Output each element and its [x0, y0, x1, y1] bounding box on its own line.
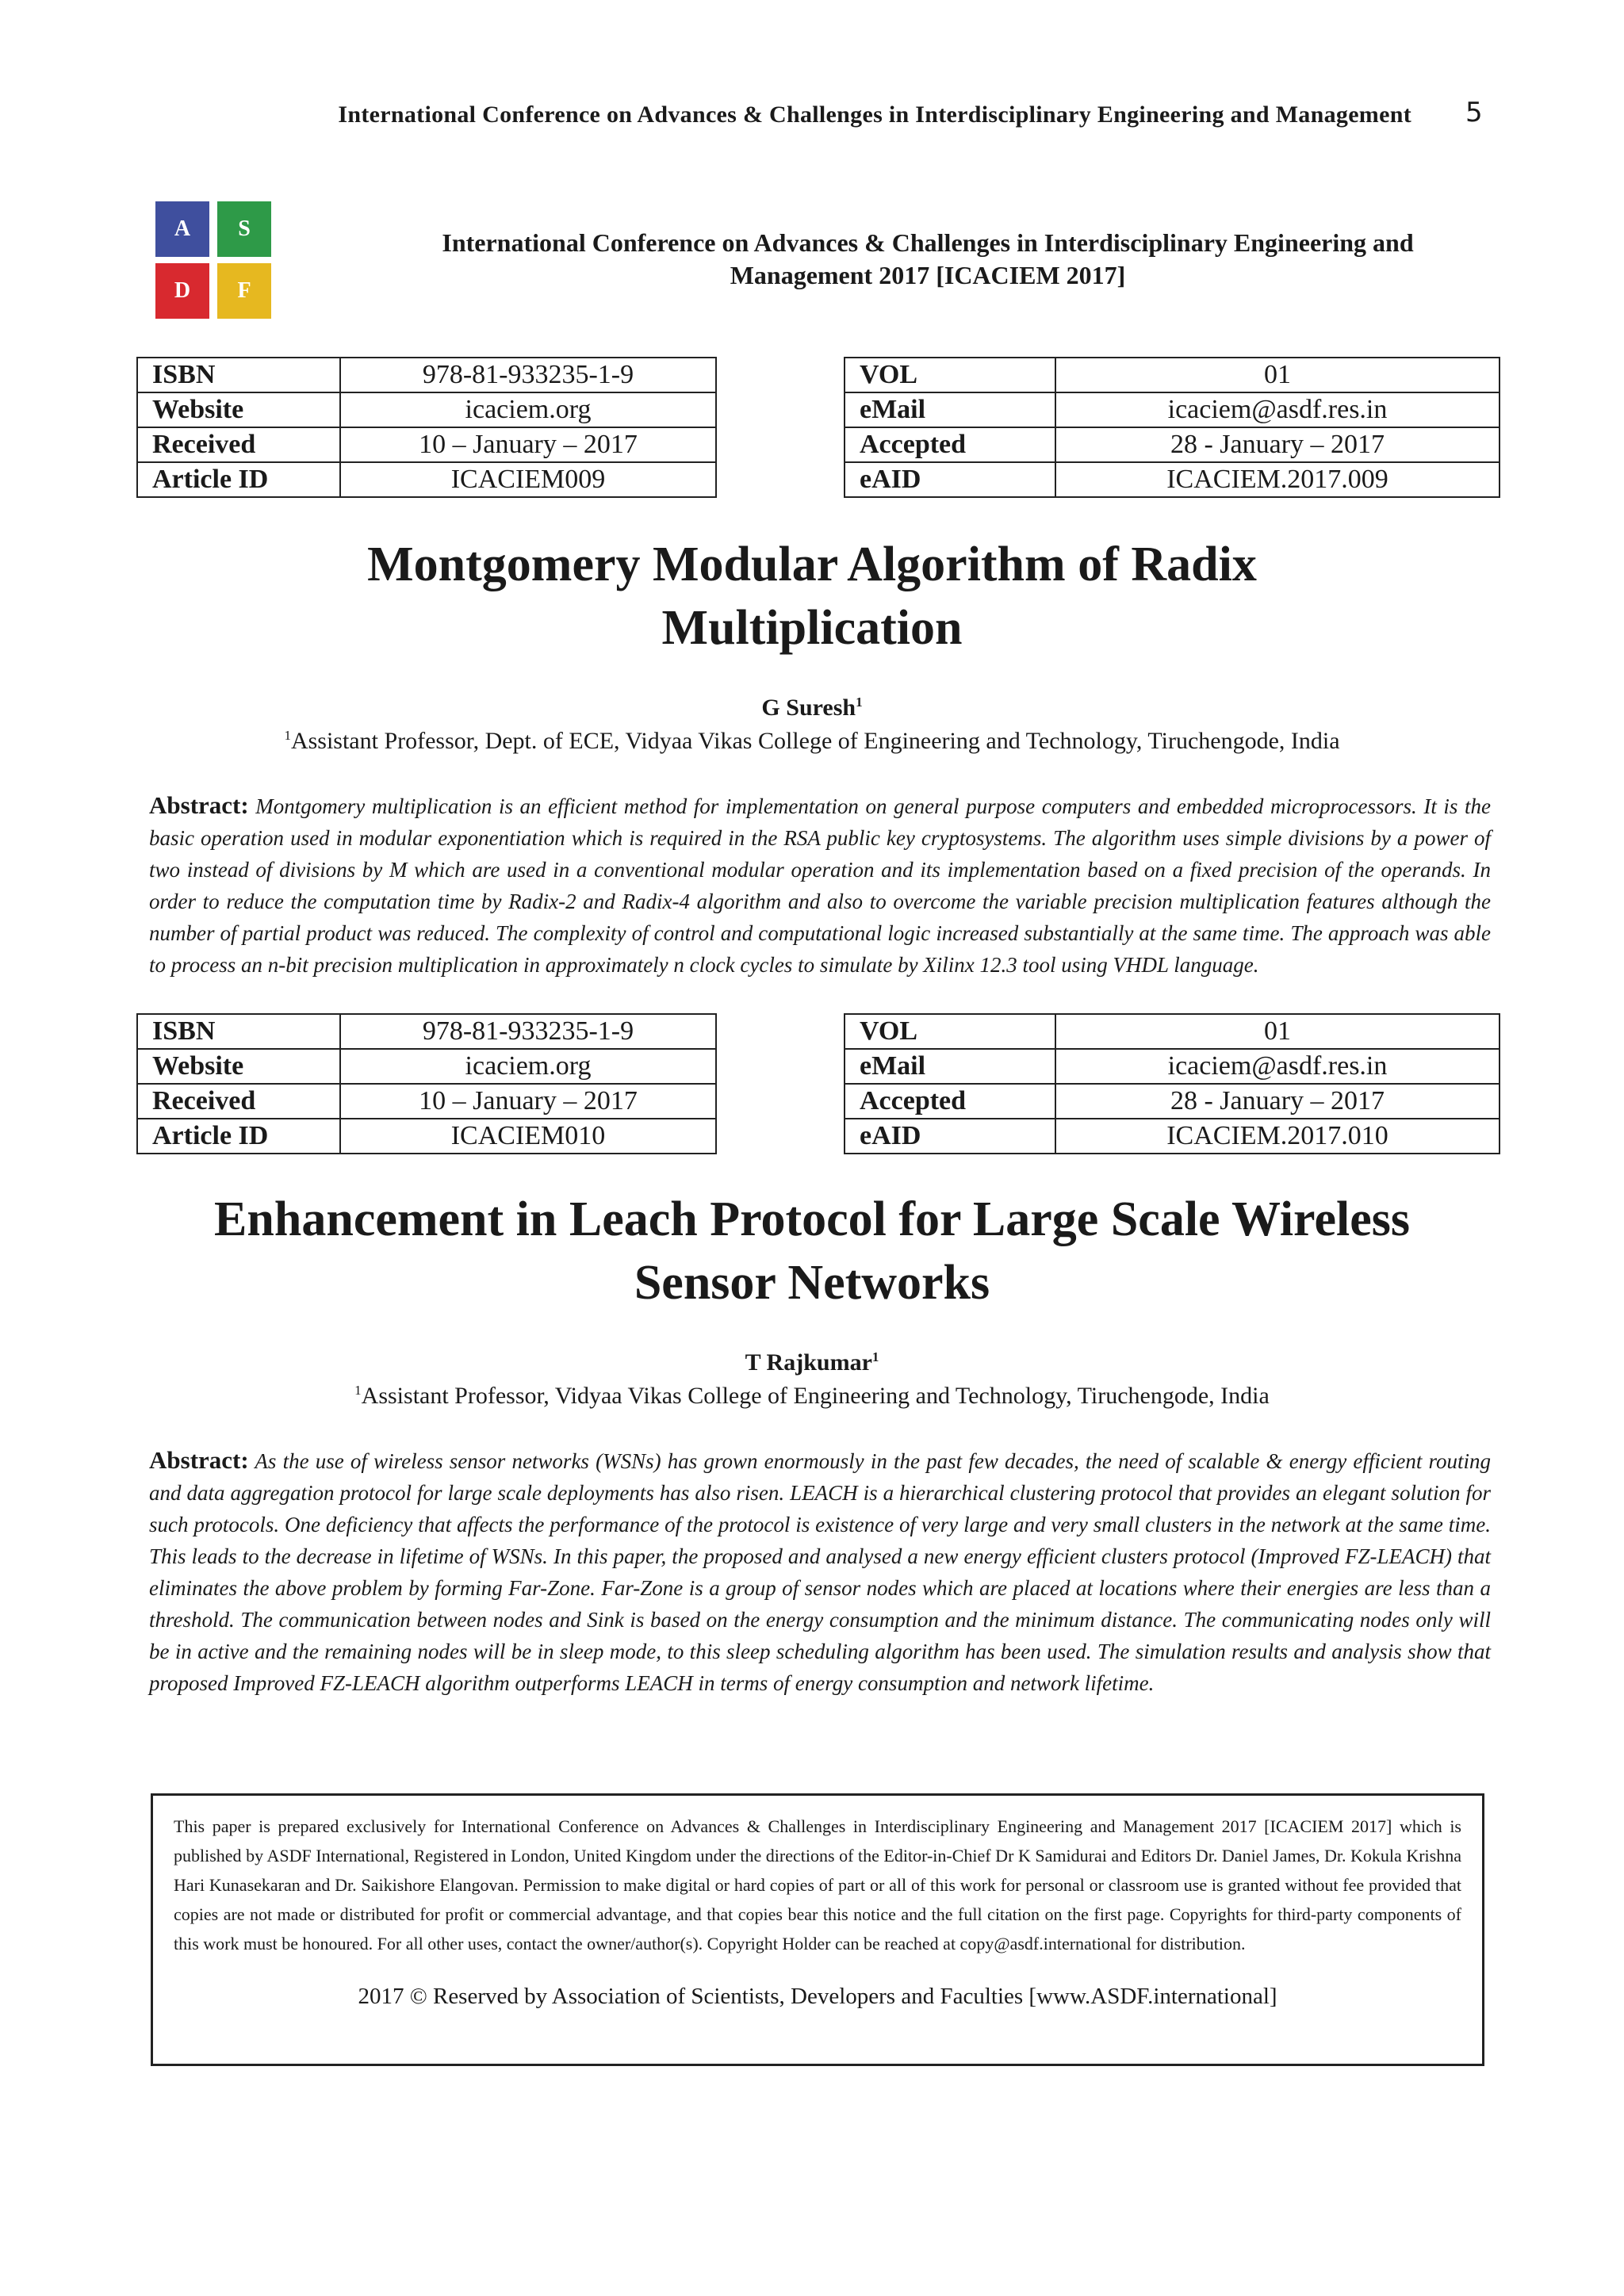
paper-2-meta-left-table: [136, 1013, 717, 1154]
meta-key: Article ID: [137, 462, 340, 497]
table-row: [137, 462, 716, 497]
meta-key: Website: [137, 1049, 340, 1084]
paper-1-meta-right-table: [844, 357, 1500, 498]
logo-tile-f: F: [217, 263, 271, 319]
conference-title-line-1: International Conference on Advances & Challenges in Interdisciplinary Engineering and: [442, 228, 1414, 257]
meta-key: ISBN: [137, 358, 340, 392]
meta-key: Received: [137, 1084, 340, 1119]
abstract-label: Abstract:: [149, 1446, 249, 1474]
table-row: [137, 1049, 716, 1084]
paper-2-author: [0, 1349, 1624, 1376]
meta-value: ICACIEM010: [340, 1119, 716, 1154]
table-row: [845, 1049, 1500, 1084]
affiliation-text: Assistant Professor, Dept. of ECE, Vidyaa Vikas College of Engineering and Technology, Tiruchengode, India: [290, 728, 1340, 754]
paper-2-title: [79, 1188, 1545, 1314]
table-row: [137, 392, 716, 427]
logo-tile-s: S: [217, 201, 271, 257]
notice-text: This paper is prepared exclusively for International Conference on Advances & Challenges in Interdisciplinary Engineering and Management 2017 [ICACIEM 2017] which is published by ASDF International, Registered in London, United Kingdom under the directions of the Editor-in-Chief Dr K Samidurai and Editors Dr. Daniel James, Dr. Kokula Krishna Hari Kunasekaran and Dr. Saikishore Elangovan. Permission to make digital or hard copies of part or all of this work for personal or classroom use is granted without fee provided that copies are not made or distributed for profit or commercial advantage, and that copies bear this notice and the full citation on the first page. Copyrights for third-party components of this work must be honoured. For all other uses, contact the owner/author(s). Copyright Holder can be reached at copy@asdf.international for distribution.: [174, 1816, 1461, 1954]
meta-value: icaciem.org: [340, 392, 716, 427]
paper-1-meta-left-table: [136, 357, 717, 498]
paper-1-abstract: [149, 790, 1491, 981]
author-sup: 1: [871, 1349, 879, 1364]
conference-title-line-2: Management 2017 [ICACIEM 2017]: [730, 261, 1126, 289]
meta-key: ISBN: [137, 1014, 340, 1049]
table-row: [845, 1084, 1500, 1119]
meta-value: ICACIEM009: [340, 462, 716, 497]
affiliation-text: Assistant Professor, Vidyaa Vikas College of Engineering and Technology, Tiruchengode, India: [361, 1383, 1270, 1409]
meta-value: ICACIEM.2017.010: [1055, 1119, 1500, 1154]
copyright-notice-box: [151, 1793, 1484, 2066]
meta-key: Accepted: [845, 1084, 1055, 1119]
meta-key: Website: [137, 392, 340, 427]
table-row: [137, 1014, 716, 1049]
logo-tile-a: A: [155, 201, 209, 257]
table-row: [845, 1014, 1500, 1049]
copyright-line: 2017 © Reserved by Association of Scientists, Developers and Faculties [www.ASDF.international]: [358, 1984, 1277, 2009]
author-name: G Suresh: [761, 695, 856, 721]
affiliation-sup: 1: [284, 728, 291, 743]
meta-value: 10 – January – 2017: [340, 1084, 716, 1119]
table-row: [137, 427, 716, 462]
table-row: [845, 358, 1500, 392]
paper-2-title-line-2: Sensor Networks: [634, 1256, 990, 1310]
meta-key: eAID: [845, 462, 1055, 497]
meta-key: Accepted: [845, 427, 1055, 462]
abstract-label: Abstract:: [149, 791, 249, 819]
meta-key: eMail: [845, 1049, 1055, 1084]
logo-tile-d: D: [155, 263, 209, 319]
table-row: [845, 462, 1500, 497]
paper-1-title-line-2: Multiplication: [661, 601, 963, 655]
meta-value: icaciem@asdf.res.in: [1055, 392, 1500, 427]
table-row: [137, 358, 716, 392]
meta-value: 978-81-933235-1-9: [340, 1014, 716, 1049]
conference-title: [373, 227, 1483, 292]
author-sup: 1: [856, 695, 863, 710]
table-row: [137, 1084, 716, 1119]
meta-value: icaciem.org: [340, 1049, 716, 1084]
table-row: [845, 427, 1500, 462]
meta-value: 01: [1055, 358, 1500, 392]
paper-1-author: [0, 695, 1624, 721]
asdf-logo: [155, 201, 271, 319]
paper-1-title-line-1: Montgomery Modular Algorithm of Radix: [367, 538, 1257, 591]
table-row: [845, 392, 1500, 427]
meta-value: 10 – January – 2017: [340, 427, 716, 462]
meta-key: Received: [137, 427, 340, 462]
affiliation-sup: 1: [354, 1383, 362, 1398]
table-row: [845, 1119, 1500, 1154]
meta-key: VOL: [845, 358, 1055, 392]
meta-key: VOL: [845, 1014, 1055, 1049]
paper-2-title-line-1: Enhancement in Leach Protocol for Large Scale Wireless: [214, 1192, 1410, 1246]
table-row: [137, 1119, 716, 1154]
meta-key: Article ID: [137, 1119, 340, 1154]
meta-key: eAID: [845, 1119, 1055, 1154]
paper-1-title: [79, 533, 1545, 660]
abstract-text: Montgomery multiplication is an efficient method for implementation on general purpose computers and embedded microprocessors. It is the basic operation used in modular exponentiation which is required in the RSA public key cryptosystems. The algorithm uses simple divisions by a power of two instead of divisions by M which are used in a conventional modular operation and its implementation based on a fixed precision of the operands. In order to reduce the computation time by Radix-2 and Radix-4 algorithm and also to overcome the variable precision multiplication features although the number of partial product was reduced. The complexity of control and computational logic increased substantially at the same time. The approach was able to process an n-bit precision multiplication in approximately n clock cycles to simulate by Xilinx 12.3 tool using VHDL language.: [149, 794, 1492, 977]
paper-1-affiliation: [0, 728, 1624, 755]
page-number: 5: [1465, 97, 1483, 128]
meta-value: 28 - January – 2017: [1055, 1084, 1500, 1119]
meta-value: 01: [1055, 1014, 1500, 1049]
paper-2-meta-right-table: [844, 1013, 1500, 1154]
paper-2-abstract: [149, 1445, 1491, 1699]
abstract-text: As the use of wireless sensor networks (WSNs) has grown enormously in the past few decades, the need of scalable & energy efficient routing and data aggregation protocol for large scale deployments has also risen. LEACH is a hierarchical clustering protocol that provides an elegant solution for such protocols. One deficiency that affects the performance of the protocol is existence of very large and very small clusters in the network at the same time. This leads to the decrease in lifetime of WSNs. In this paper, the proposed and analysed a new energy efficient clusters protocol (Improved FZ-LEACH) that eliminates the above problem by forming Far-Zone. Far-Zone is a group of sensor nodes which are placed at locations where their energies are less than a threshold. The communication between nodes and Sink is based on the energy consumption and the minimum distance. The communicating nodes only will be in active and the remaining nodes will be in sleep mode, to this sleep scheduling algorithm has been used. The simulation results and analysis show that proposed Improved FZ-LEACH algorithm outperforms LEACH in terms of energy consumption and network lifetime.: [149, 1449, 1492, 1695]
meta-value: icaciem@asdf.res.in: [1055, 1049, 1500, 1084]
meta-value: 28 - January – 2017: [1055, 427, 1500, 462]
meta-key: eMail: [845, 392, 1055, 427]
running-header: International Conference on Advances & Challenges in Interdisciplinary Engineering and Management: [338, 101, 1411, 128]
paper-2-affiliation: [0, 1383, 1624, 1410]
meta-value: ICACIEM.2017.009: [1055, 462, 1500, 497]
meta-value: 978-81-933235-1-9: [340, 358, 716, 392]
author-name: T Rajkumar: [745, 1349, 872, 1376]
